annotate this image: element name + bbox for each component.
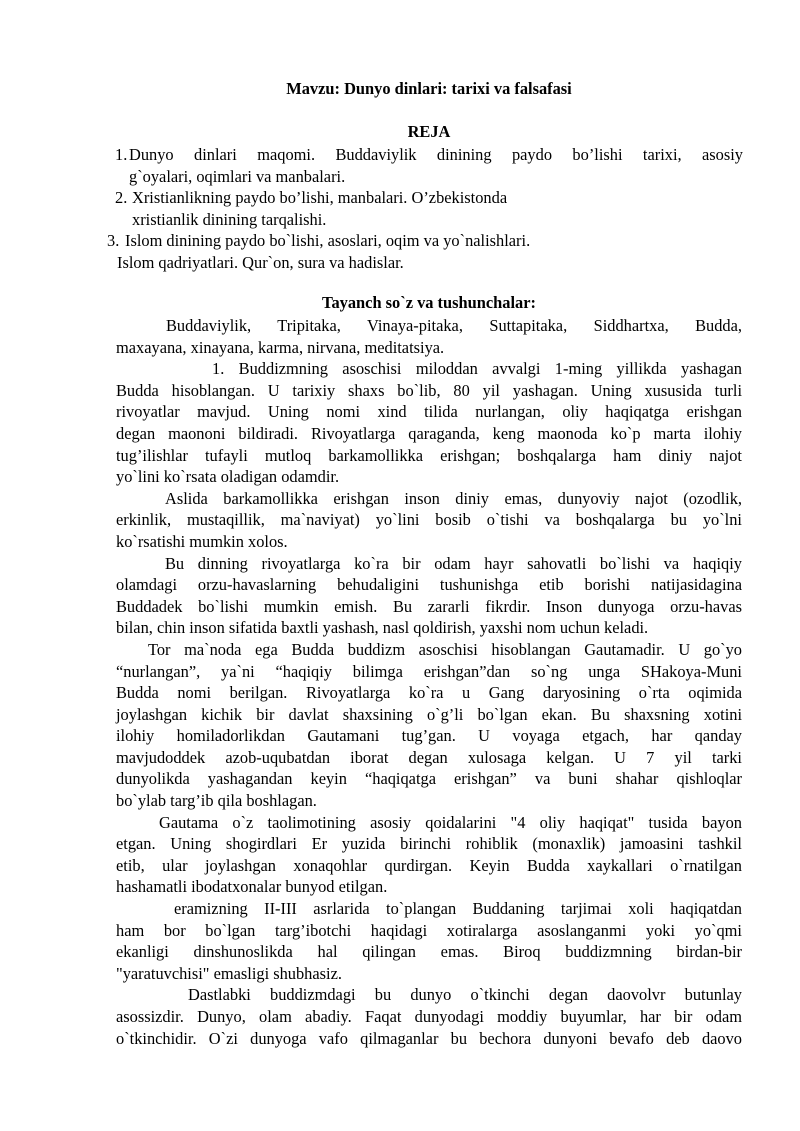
body-paragraph bbox=[116, 812, 742, 898]
paragraph-line: erkinlik, mustaqillik, ma`naviyat) yo`lini bosib o`tishi va boshqalarga bu yo`lni bbox=[116, 510, 742, 530]
body-paragraph bbox=[116, 898, 742, 984]
paragraph-line: asossizdir. Dunyo, olam abadiy. Faqat dunyodagi moddiy buyumlar, har bir odam bbox=[116, 1007, 742, 1026]
paragraph-line: tug’ilishlar tufayli mutloq barkamollikka erishgan; boshqalarga ham diniy najot bbox=[116, 445, 742, 465]
paragraph-line: hashamatli ibodatxonalar bunyod etilgan. bbox=[116, 877, 388, 897]
plan-item-line: Islom qadriyatlari. Qur`on, sura va hadislar. bbox=[117, 252, 404, 272]
paragraph-line: ham bor bo`lgan targ’ibotchi haqidagi xotiralarga asoslanganmi yoki yo`qmi bbox=[116, 920, 742, 940]
keywords-line: maxayana, xinayana, karma, nirvana, meditatsiya. bbox=[116, 337, 445, 357]
body-paragraph bbox=[116, 553, 742, 639]
paragraph-line: "yaratuvchisi" emasligi shubhasiz. bbox=[116, 963, 342, 983]
paragraph-line: etib, ular joylashgan xonaqohlar qurdirgan. Keyin Budda xaykallari o`rnatilgan bbox=[116, 855, 742, 875]
plan-item-line: Dunyo dinlari maqomi. Buddaviylik dinining paydo bo’lishi tarixi, asosiy bbox=[129, 145, 743, 164]
paragraph-line: degan maononi bildiradi. Rivoyatlarga qaraganda, keng maonoda ko`p marta ilohiy bbox=[116, 423, 742, 443]
paragraph-line: mavjudoddek azob-uqubatdan iborat degan xulosaga kelgan. U 7 yil tarki bbox=[116, 747, 742, 767]
paragraph-line: o`tkinchidir. O`zi dunyoga vafo qilmaganlar bu bechora dunyoni bevafo deb daovo bbox=[116, 1028, 742, 1048]
document-body bbox=[116, 315, 742, 1049]
keywords-line: Buddaviylik, Tripitaka, Vinaya-pitaka, Suttapitaka, Siddhartxa, Budda, bbox=[166, 316, 742, 335]
plan-item-number: 1. bbox=[115, 145, 128, 164]
paragraph-line: Dastlabki buddizmdagi bu dunyo o`tkinchi degan daovolvr butunlay bbox=[188, 985, 742, 1005]
paragraph-line: Budda hisoblangan. U tarixiy shaxs bo`lib, 80 yil yashagan. Uning xususida turli bbox=[116, 380, 742, 400]
paragraph-line: yo`lini ko`rsata oladigan odamdir. bbox=[116, 467, 340, 487]
keywords-paragraph bbox=[116, 315, 742, 358]
plan-item-line: Islom dinining paydo bo`lishi, asoslari, oqim va yo`nalishlari. bbox=[125, 231, 531, 251]
paragraph-line: bilan, chin inson sifatida baxtli yashash, nasl qoldirish, yaxshi nom uchun keladi. bbox=[116, 618, 649, 638]
plan-item bbox=[107, 187, 743, 230]
body-paragraph bbox=[116, 639, 742, 812]
document-title: Mavzu: Dunyo dinlari: tarixi va falsafasi bbox=[286, 79, 572, 98]
paragraph-line: joylashgan kichik bir davlat shaxsining o`g’li bo`lgan ekan. Bu shaxsning xotini bbox=[116, 704, 742, 724]
paragraph-line: Bu dinning rivoyatlarga ko`ra bir odam hayr sahovatli bo`lishi va haqiqiy bbox=[165, 553, 742, 573]
paragraph-line: 1. Buddizmning asoschisi miloddan avvalgi 1-ming yillikda yashagan bbox=[212, 359, 742, 379]
paragraph-line: olamdagi orzu-havaslarning behudaligini tushunishga etib borishi natijasidagina bbox=[116, 575, 742, 595]
body-paragraph bbox=[116, 984, 742, 1049]
plan-list bbox=[107, 144, 743, 274]
paragraph-line: Aslida barkamollikka erishgan inson diniy emas, dunyoviy najot (ozodlik, bbox=[165, 488, 742, 508]
paragraph-line: bo`ylab targ’ib qila boshlagan. bbox=[116, 791, 317, 811]
plan-heading: REJA bbox=[407, 122, 451, 141]
body-paragraph bbox=[116, 358, 742, 488]
plan-item-number: 3. bbox=[107, 231, 120, 251]
paragraph-line: ko`rsatishi mumkin xolos. bbox=[116, 531, 288, 551]
plan-item-line: Xristianlikning paydo bo’lishi, manbalari. O’zbekistonda bbox=[132, 188, 508, 208]
body-paragraph bbox=[116, 488, 742, 553]
paragraph-line: Buddadek bo`lishi mumkin emish. Bu zararli fikrdir. Inson dunyoga orzu-havas bbox=[116, 596, 742, 616]
keywords-heading: Tayanch so`z va tushunchalar: bbox=[322, 293, 536, 312]
paragraph-line: Budda nomi berilgan. Rivoyatlarga ko`ra u Gang daryosining o`rta oqimida bbox=[116, 683, 742, 703]
paragraph-line: dunyolikda yashagandan keyin “haqiqatga erishgan” va buni shahar qishloqlar bbox=[116, 769, 742, 789]
plan-item-line: g`oyalari, oqimlari va manbalari. bbox=[129, 166, 346, 186]
plan-item-line: xristianlik dinining tarqalishi. bbox=[132, 209, 327, 229]
plan-item bbox=[107, 144, 743, 187]
paragraph-line: eramizning II-III asrlarida to`plangan Buddaning tarjimai xoli haqiqatdan bbox=[174, 899, 742, 919]
paragraph-line: ilohiy homiladorlikdan Gautamani tug’gan. U voyaga etgach, har qanday bbox=[116, 726, 742, 746]
paragraph-line: Tor ma`noda ega Budda buddizm asoschisi hisoblangan Gautamadir. U go`yo bbox=[148, 639, 742, 659]
paragraph-line: ekanligi dinshunoslikda hal qilingan emas. Biroq buddizmning birdan-bir bbox=[116, 942, 742, 962]
paragraph-line: rivoyatlar mavjud. Uning nomi xind tilida nurlangan, oliy haqiqatga erishgan bbox=[116, 402, 742, 422]
paragraph-line: etgan. Uning shogirdlari Er yuzida birinchi rohiblik (monaxlik) jamoasini tashkil bbox=[116, 834, 742, 854]
plan-item-number: 2. bbox=[115, 188, 128, 208]
plan-item bbox=[107, 230, 743, 273]
paragraph-line: Gautama o`z taolimotining asosiy qoidalarini "4 oliy haqiqat" tusida bayon bbox=[159, 812, 742, 832]
paragraph-line: “nurlangan”, ya`ni “haqiqiy bilimga erishgan”dan so`ng unga SHakoya-Muni bbox=[116, 661, 742, 681]
